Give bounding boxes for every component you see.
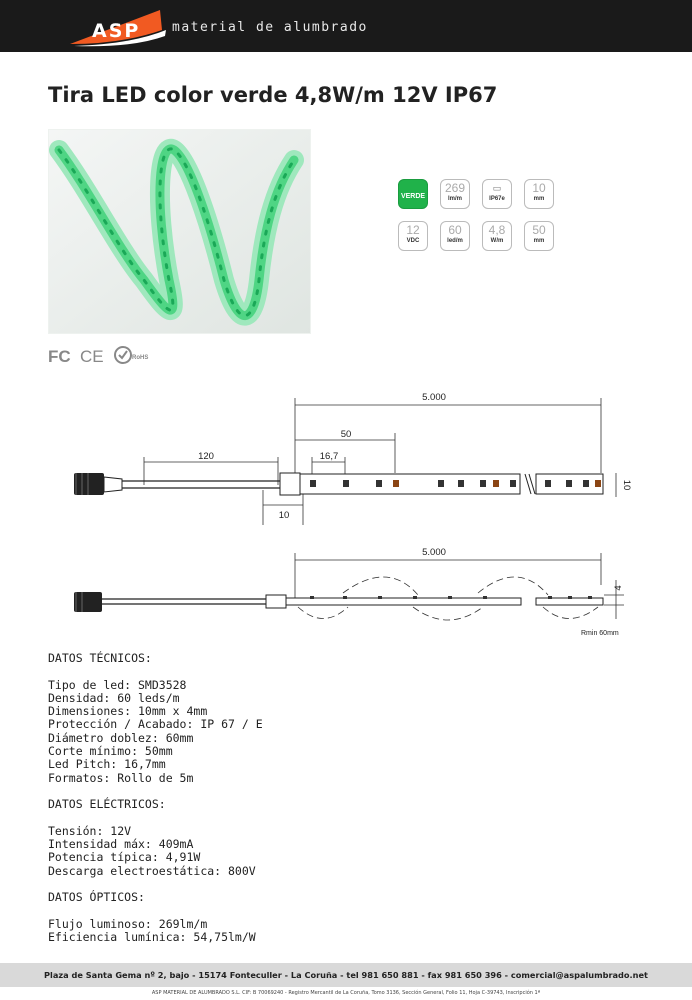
- color-green-icon: VERDE: [398, 179, 428, 209]
- dim-length-top: 5.000: [422, 392, 446, 403]
- opt-heading: DATOS ÓPTICOS:: [48, 890, 145, 905]
- dim-height: 4: [613, 585, 624, 591]
- strip-side-view: [74, 592, 603, 612]
- tech-item: Corte mínimo: 50mm: [48, 744, 173, 759]
- opt-item: Flujo luminoso: 269lm/m: [48, 916, 208, 931]
- dim-pitch: 16,7: [319, 451, 339, 462]
- voltage-icon: 12 VDC: [398, 221, 428, 251]
- spec-list: [48, 652, 448, 945]
- lumens-icon: 269 lm/m: [440, 179, 470, 209]
- footer-legal: ASP MATERIAL DE ALUMBRADO S.L. CIF: B 70069240 - Registro Mercantil de La Coruña, Tomo 3136, Sección General, Folio 11, Hoja C-39743, Inscripción 1ª: [151, 990, 541, 996]
- svg-text:RoHS: RoHS: [132, 355, 149, 361]
- leds-per-meter-icon: 60 led/m: [440, 221, 470, 251]
- width-icon: 10 mm: [524, 179, 554, 209]
- dim-cable: 120: [198, 451, 214, 462]
- brand-logo: ASP: [92, 20, 141, 42]
- tech-heading: DATOS TÉCNICOS:: [48, 651, 152, 665]
- dim-connector: 10: [278, 510, 290, 521]
- ip-rating-icon: ▭ IP67e: [482, 179, 512, 209]
- certification-logos: [48, 345, 158, 367]
- fcc-icon: FC: [48, 347, 71, 366]
- dim-width: 10: [621, 479, 632, 491]
- strip-top-view: [74, 473, 603, 495]
- page-title: Tira LED color verde 4,8W/m 12V IP67: [48, 83, 498, 107]
- tech-item: Formatos: Rollo de 5m: [48, 770, 194, 785]
- elec-item: Tensión: 12V: [48, 823, 132, 838]
- header-bar: [0, 0, 692, 52]
- footer-contact: Plaza de Santa Gema nº 2, bajo - 15174 Fonteculler - La Coruña - tel 981 650 881 - fax 981 650 396 - comercial@aspalumbrado.net: [0, 963, 692, 987]
- tech-item: Dimensiones: 10mm x 4mm: [48, 704, 208, 719]
- spec-icons: [398, 179, 558, 257]
- dim-cut: 50: [340, 429, 352, 440]
- tech-item: Diámetro doblez: 60mm: [48, 730, 194, 745]
- elec-item: Potencia típica: 4,91W: [48, 850, 201, 865]
- brand-tagline: material de alumbrado: [172, 20, 368, 35]
- technical-drawing: [48, 385, 648, 645]
- power-icon: 4,8 W/m: [482, 221, 512, 251]
- elec-heading: DATOS ELÉCTRICOS:: [48, 797, 166, 812]
- cut-length-icon: 50 mm: [524, 221, 554, 251]
- product-photo: [48, 129, 311, 334]
- dim-length-side: 5.000: [422, 547, 446, 558]
- elec-item: Descarga electroestática: 800V: [48, 863, 256, 878]
- elec-item: Intensidad máx: 409mA: [48, 837, 194, 852]
- tech-item: Led Pitch: 16,7mm: [48, 757, 166, 772]
- tech-item: Tipo de led: SMD3528: [48, 677, 187, 692]
- led-strip-image: [49, 130, 311, 334]
- tech-item: Densidad: 60 leds/m: [48, 690, 180, 705]
- tech-item: Protección / Acabado: IP 67 / E: [48, 717, 263, 732]
- ce-icon: CE: [80, 347, 104, 366]
- opt-item: Eficiencia lumínica: 54,75lm/W: [48, 930, 256, 945]
- bend-radius: Rmin 60mm: [581, 630, 619, 637]
